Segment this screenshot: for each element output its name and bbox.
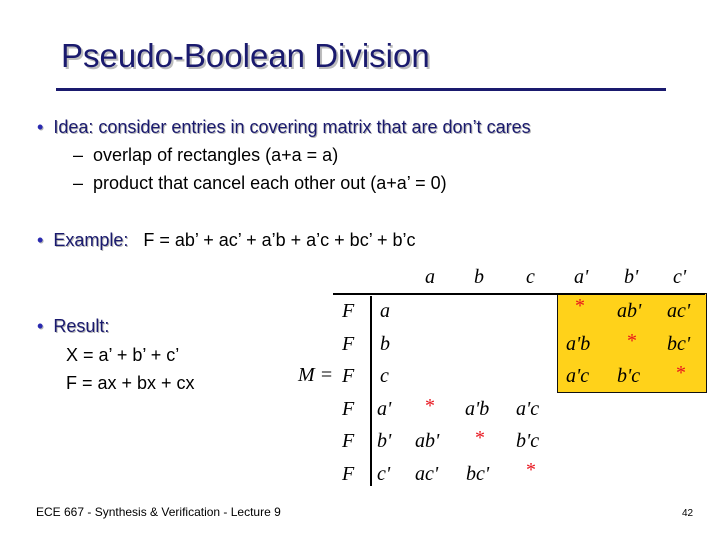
bullet-example [37, 230, 416, 251]
matrix-cell: ac' [667, 300, 691, 322]
sub2-pre: product that cancel each other out ( [93, 173, 377, 193]
col-header: a' [574, 266, 589, 288]
row-label: F [342, 430, 355, 452]
row-var: c [380, 365, 389, 387]
sub2-expr: a+a’ = 0 [376, 173, 441, 193]
matrix-cell: ab' [617, 300, 642, 322]
col-header: c' [673, 266, 687, 288]
sub1-pre: overlap of rectangles ( [93, 145, 272, 165]
result-f: F = ax + bx + cx [66, 373, 195, 393]
matrix-cell: ac' [415, 463, 439, 485]
matrix-cell: a'c [566, 365, 590, 387]
row-var: b' [377, 430, 392, 452]
star-cell: * [627, 330, 637, 352]
row-label: F [342, 300, 355, 322]
col-header: a [425, 266, 435, 288]
matrix-cell: bc' [667, 333, 691, 355]
matrix-cell: ab' [415, 430, 440, 452]
star-cell: * [475, 427, 485, 449]
matrix-cell: a'c [516, 398, 540, 420]
matrix-cell: a'b [566, 333, 591, 355]
sub-bullet-cancel [73, 173, 447, 194]
row-label: F [342, 333, 355, 355]
row-label: F [342, 365, 355, 387]
bullet-dot: • [37, 117, 44, 137]
bullet-idea [37, 117, 531, 138]
row-var: a [380, 300, 390, 322]
matrix-label: M = [298, 364, 334, 386]
idea-label: Idea [53, 117, 89, 137]
example-label: Example: [53, 230, 129, 250]
sub-bullet-overlap [73, 145, 338, 166]
matrix-top-rule [333, 293, 705, 295]
title-underline [56, 88, 666, 91]
matrix-cell: b'c [516, 430, 540, 452]
star-cell: * [676, 362, 686, 384]
bullet-dot: • [37, 316, 44, 336]
col-header: c [526, 266, 535, 288]
row-var: a' [377, 398, 392, 420]
matrix-cell: b'c [617, 365, 641, 387]
row-var: b [380, 333, 390, 355]
col-header: b [474, 266, 484, 288]
slide-title: Pseudo-Boolean Division [61, 37, 430, 74]
row-var: c' [377, 463, 391, 485]
star-cell: * [575, 295, 585, 317]
row-label: F [342, 463, 355, 485]
sub1-post: ) [332, 145, 339, 165]
bullet-result [37, 316, 109, 337]
page-number: 42 [682, 508, 694, 519]
star-cell: * [526, 459, 536, 481]
matrix-cell: a'b [465, 398, 490, 420]
matrix-left-rule [370, 296, 372, 486]
result-x: X = a’ + b’ + c’ [66, 345, 180, 365]
matrix-cell: bc' [466, 463, 490, 485]
star-cell: * [425, 395, 435, 417]
dash: – [73, 173, 84, 193]
sub1-expr: a+a = a [271, 145, 333, 165]
idea-text: : consider entries in covering matrix that are don’t cares [88, 117, 531, 137]
dash: – [73, 145, 84, 165]
bullet-dot: • [37, 230, 44, 250]
example-expression: F = ab’ + ac’ + a’b + a’c + bc’ + b’c [143, 230, 416, 250]
sub2-post: ) [440, 173, 447, 193]
col-header: b' [624, 266, 639, 288]
footer-text: ECE 667 - Synthesis & Verification - Lecture 9 [36, 505, 281, 519]
row-label: F [342, 398, 355, 420]
result-label: Result: [53, 316, 110, 336]
